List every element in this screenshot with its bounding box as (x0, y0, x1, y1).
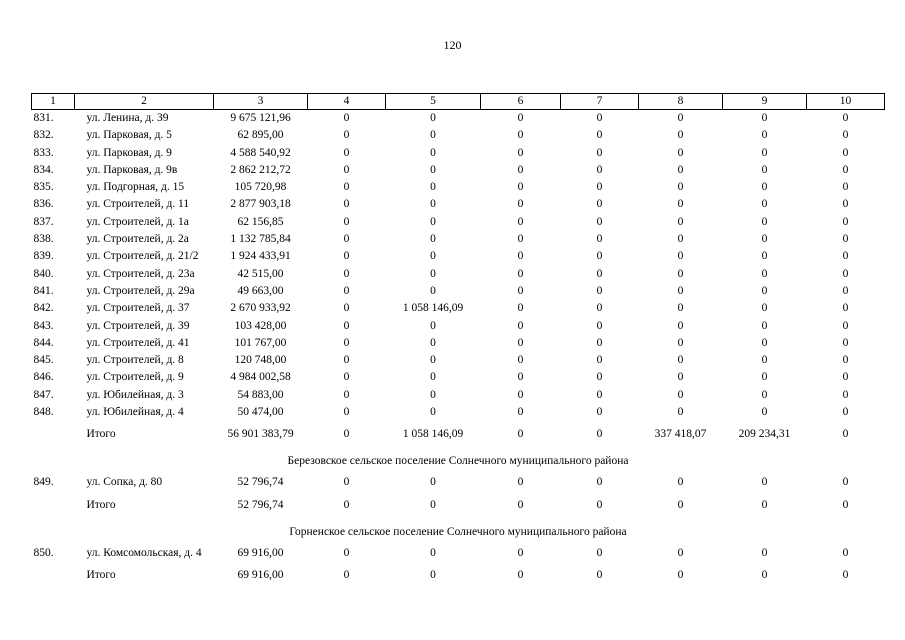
cell-col-5: 0 (430, 319, 436, 332)
table-row (32, 145, 885, 162)
cell-col-3: 2 877 903,18 (230, 198, 291, 211)
cell-col-7: 0 (596, 371, 603, 384)
cell-col-1 (32, 492, 75, 519)
cell-col-10: 0 (842, 129, 849, 142)
cell-col-1 (32, 421, 75, 448)
cell-col-10: 0 (842, 215, 849, 228)
cell-col-1: 849. (33, 476, 54, 489)
cell-col-1: 842. (33, 302, 54, 315)
cell-col-2: ул. Строителей, д. 9 (86, 371, 184, 384)
cell-col-3: 105 720,98 (234, 181, 287, 194)
cell-col-3: 9 675 121,96 (230, 112, 291, 124)
cell-col-6: 0 (517, 406, 524, 419)
cell-col-10: 0 (842, 250, 849, 263)
cell-col-9: 0 (761, 198, 768, 211)
cell-col-4: 0 (343, 336, 350, 349)
cell-col-8: 0 (677, 181, 684, 194)
cell-col-10: 0 (842, 302, 849, 315)
section-title: Березовское сельское поселение Солнечного муниципального района (287, 455, 629, 468)
cell-col-9: 0 (761, 250, 768, 263)
column-header-2: 2 (75, 94, 214, 110)
cell-col-5: 1 058 146,09 (402, 428, 464, 441)
column-header-3: 3 (214, 94, 308, 110)
cell-col-10: 0 (842, 198, 849, 211)
table-row (32, 231, 885, 248)
cell-col-5: 0 (430, 129, 436, 142)
cell-col-8: 0 (677, 354, 684, 367)
cell-col-10: 0 (842, 284, 849, 297)
cell-col-9: 0 (761, 498, 768, 511)
column-header-10: 10 (807, 94, 885, 110)
cell-col-8: 0 (677, 112, 684, 124)
table-row (32, 387, 885, 404)
cell-col-2: Итого (86, 428, 116, 441)
cell-col-4: 0 (343, 146, 350, 159)
cell-col-10: 0 (842, 267, 849, 280)
cell-col-3: 4 984 002,58 (230, 371, 291, 384)
cell-col-7: 0 (596, 428, 603, 441)
cell-col-2: ул. Строителей, д. 11 (86, 198, 190, 211)
cell-col-7: 0 (596, 267, 603, 280)
cell-col-9: 0 (761, 354, 768, 367)
section-header-row (32, 448, 885, 474)
cell-col-10: 0 (842, 233, 849, 246)
cell-col-8: 0 (677, 163, 684, 176)
table-row (32, 404, 885, 421)
cell-col-1: 841. (33, 284, 54, 297)
column-header-8: 8 (639, 94, 723, 110)
cell-col-1: 846. (33, 371, 54, 384)
cell-col-9: 0 (761, 568, 768, 581)
table-body (32, 110, 885, 589)
cell-col-2: ул. Комсомольская, д. 4 (86, 546, 202, 559)
column-header-5: 5 (386, 94, 481, 110)
cell-col-9: 0 (761, 388, 768, 401)
cell-col-3: 2 862 212,72 (230, 163, 291, 176)
cell-col-5: 0 (430, 181, 436, 194)
cell-col-2: ул. Парковая, д. 9 (86, 146, 172, 159)
cell-col-8: 0 (677, 546, 684, 559)
table-row (32, 335, 885, 352)
cell-col-4: 0 (343, 267, 350, 280)
table-row (32, 474, 885, 491)
cell-col-5: 0 (430, 476, 436, 489)
cell-col-3: 56 901 383,79 (227, 428, 294, 441)
cell-col-2: ул. Ленина, д. 39 (86, 112, 169, 124)
column-header-9: 9 (723, 94, 807, 110)
cell-col-6: 0 (517, 388, 524, 401)
cell-col-7: 0 (596, 546, 603, 559)
cell-col-9: 0 (761, 233, 768, 246)
table-row (32, 179, 885, 196)
cell-col-2: ул. Строителей, д. 2а (86, 233, 189, 246)
cell-col-9: 0 (761, 319, 768, 332)
cell-col-3: 69 916,00 (237, 568, 284, 581)
cell-col-3: 50 474,00 (237, 406, 284, 419)
cell-col-3: 69 916,00 (237, 546, 284, 559)
cell-col-1: 844. (33, 336, 54, 349)
cell-col-3: 101 767,00 (234, 336, 287, 349)
cell-col-9: 0 (761, 406, 768, 419)
cell-col-6: 0 (517, 568, 524, 581)
table-row (32, 369, 885, 386)
cell-col-9: 0 (761, 215, 768, 228)
cell-col-8: 0 (677, 498, 684, 511)
column-header-1: 1 (32, 94, 75, 110)
cell-col-5: 0 (430, 498, 436, 511)
cell-col-3: 52 796,74 (237, 498, 284, 511)
table-row (32, 248, 885, 265)
table-row (32, 196, 885, 213)
cell-col-3: 42 515,00 (237, 267, 284, 280)
cell-col-8: 0 (677, 302, 684, 315)
table-row (32, 110, 885, 128)
table-row (32, 283, 885, 300)
cell-col-3: 120 748,00 (234, 354, 287, 367)
cell-col-10: 0 (842, 568, 849, 581)
column-header-6: 6 (481, 94, 561, 110)
cell-col-5: 0 (430, 406, 436, 419)
cell-col-6: 0 (517, 302, 524, 315)
cell-col-9: 0 (761, 129, 768, 142)
cell-col-1: 836. (33, 198, 54, 211)
cell-col-2: ул. Строителей, д. 8 (86, 354, 184, 367)
cell-col-2: Итого (86, 498, 116, 511)
cell-col-6: 0 (517, 129, 524, 142)
table-row (32, 127, 885, 144)
cell-col-6: 0 (517, 215, 524, 228)
cell-col-5: 0 (430, 388, 436, 401)
cell-col-1: 850. (33, 546, 54, 559)
cell-col-7: 0 (596, 388, 603, 401)
table-row (32, 162, 885, 179)
cell-col-4: 0 (343, 406, 350, 419)
cell-col-2: ул. Строителей, д. 39 (86, 319, 190, 332)
cell-col-1 (32, 562, 75, 589)
cell-col-9: 0 (761, 371, 768, 384)
cell-col-7: 0 (596, 163, 603, 176)
cell-col-7: 0 (596, 181, 603, 194)
cell-col-10: 0 (842, 336, 849, 349)
cell-col-10: 0 (842, 546, 849, 559)
cell-col-10: 0 (842, 476, 849, 489)
cell-col-10: 0 (842, 406, 849, 419)
cell-col-7: 0 (596, 336, 603, 349)
cell-col-6: 0 (517, 181, 524, 194)
cell-col-4: 0 (343, 302, 350, 315)
cell-col-6: 0 (517, 112, 524, 124)
cell-col-10: 0 (842, 354, 849, 367)
cell-col-4: 0 (343, 476, 350, 489)
cell-col-8: 0 (677, 146, 684, 159)
cell-col-8: 0 (677, 406, 684, 419)
column-header-4: 4 (308, 94, 386, 110)
cell-col-4: 0 (343, 284, 350, 297)
cell-col-9: 209 234,31 (738, 428, 791, 441)
cell-col-2: ул. Подгорная, д. 15 (86, 181, 185, 194)
cell-col-1: 833. (33, 146, 54, 159)
cell-col-2: ул. Строителей, д. 29а (86, 284, 195, 297)
cell-col-2: ул. Юбилейная, д. 4 (86, 406, 184, 419)
table-row (32, 352, 885, 369)
cell-col-4: 0 (343, 250, 350, 263)
cell-col-8: 0 (677, 129, 684, 142)
cell-col-6: 0 (517, 198, 524, 211)
cell-col-5: 0 (430, 112, 436, 124)
table-row (32, 214, 885, 231)
cell-col-6: 0 (517, 428, 524, 441)
cell-col-5: 0 (430, 568, 436, 581)
cell-col-2: ул. Строителей, д. 41 (86, 336, 190, 349)
total-row (32, 421, 885, 448)
table-row (32, 266, 885, 283)
cell-col-8: 0 (677, 568, 684, 581)
cell-col-10: 0 (842, 388, 849, 401)
cell-col-8: 0 (677, 336, 684, 349)
cell-col-7: 0 (596, 406, 603, 419)
cell-col-3: 103 428,00 (234, 319, 287, 332)
cell-col-5: 1 058 146,09 (402, 302, 464, 315)
cell-col-2: ул. Парковая, д. 5 (86, 129, 172, 142)
cell-col-4: 0 (343, 568, 350, 581)
cell-col-8: 0 (677, 319, 684, 332)
cell-col-5: 0 (430, 215, 436, 228)
cell-col-9: 0 (761, 336, 768, 349)
cell-col-4: 0 (343, 319, 350, 332)
cell-col-6: 0 (517, 284, 524, 297)
cell-col-9: 0 (761, 267, 768, 280)
cell-col-7: 0 (596, 498, 603, 511)
cell-col-10: 0 (842, 181, 849, 194)
cell-col-1: 831. (33, 112, 54, 124)
cell-col-7: 0 (596, 284, 603, 297)
total-row (32, 562, 885, 589)
cell-col-7: 0 (596, 354, 603, 367)
cell-col-1: 848. (33, 406, 54, 419)
cell-col-7: 0 (596, 302, 603, 315)
data-table (31, 93, 885, 589)
cell-col-5: 0 (430, 198, 436, 211)
cell-col-6: 0 (517, 476, 524, 489)
cell-col-4: 0 (343, 498, 350, 511)
cell-col-7: 0 (596, 129, 603, 142)
cell-col-6: 0 (517, 267, 524, 280)
cell-col-8: 0 (677, 267, 684, 280)
column-header-7: 7 (561, 94, 639, 110)
cell-col-10: 0 (842, 163, 849, 176)
cell-col-5: 0 (430, 233, 436, 246)
cell-col-3: 52 796,74 (237, 476, 284, 489)
cell-col-1: 839. (33, 250, 54, 263)
cell-col-3: 1 924 433,91 (230, 250, 291, 263)
cell-col-3: 62 895,00 (237, 129, 284, 142)
cell-col-8: 0 (677, 476, 684, 489)
cell-col-10: 0 (842, 112, 849, 124)
total-row (32, 492, 885, 519)
cell-col-2: ул. Строителей, д. 37 (86, 302, 190, 315)
cell-col-10: 0 (842, 498, 849, 511)
cell-col-1: 832. (33, 129, 54, 142)
cell-col-1: 845. (33, 354, 54, 367)
cell-col-7: 0 (596, 112, 603, 124)
cell-col-10: 0 (842, 371, 849, 384)
cell-col-7: 0 (596, 568, 603, 581)
cell-col-10: 0 (842, 428, 849, 441)
cell-col-7: 0 (596, 476, 603, 489)
section-title: Горненское сельское поселение Солнечного муниципального района (289, 525, 627, 538)
cell-col-3: 62 156,85 (237, 215, 284, 228)
cell-col-8: 0 (677, 371, 684, 384)
cell-col-5: 0 (430, 336, 436, 349)
cell-col-7: 0 (596, 319, 603, 332)
cell-col-5: 0 (430, 267, 436, 280)
cell-col-6: 0 (517, 546, 524, 559)
cell-col-9: 0 (761, 112, 768, 124)
cell-col-10: 0 (842, 146, 849, 159)
cell-col-4: 0 (343, 112, 350, 124)
cell-col-1: 840. (33, 267, 54, 280)
table-row (32, 318, 885, 335)
cell-col-5: 0 (430, 354, 436, 367)
table-row (32, 545, 885, 562)
cell-col-2: Итого (86, 568, 116, 581)
cell-col-9: 0 (761, 476, 768, 489)
cell-col-8: 0 (677, 198, 684, 211)
cell-col-3: 54 883,00 (237, 388, 284, 401)
cell-col-8: 0 (677, 215, 684, 228)
cell-col-9: 0 (761, 181, 768, 194)
cell-col-1: 838. (33, 233, 54, 246)
cell-col-1: 843. (33, 319, 54, 332)
cell-col-1: 837. (33, 215, 54, 228)
cell-col-4: 0 (343, 371, 350, 384)
cell-col-9: 0 (761, 284, 768, 297)
cell-col-9: 0 (761, 146, 768, 159)
cell-col-3: 2 670 933,92 (230, 302, 291, 315)
cell-col-7: 0 (596, 215, 603, 228)
cell-col-3: 4 588 540,92 (230, 146, 291, 159)
cell-col-4: 0 (343, 233, 350, 246)
cell-col-5: 0 (430, 371, 436, 384)
cell-col-5: 0 (430, 250, 436, 263)
cell-col-6: 0 (517, 250, 524, 263)
cell-col-2: ул. Строителей, д. 21/2 (86, 250, 199, 263)
cell-col-7: 0 (596, 146, 603, 159)
table-row (32, 300, 885, 317)
cell-col-6: 0 (517, 233, 524, 246)
cell-col-6: 0 (517, 336, 524, 349)
cell-col-5: 0 (430, 163, 436, 176)
cell-col-6: 0 (517, 163, 524, 176)
cell-col-4: 0 (343, 181, 350, 194)
cell-col-3: 1 132 785,84 (230, 233, 291, 246)
cell-col-5: 0 (430, 284, 436, 297)
section-header-row (32, 519, 885, 545)
cell-col-7: 0 (596, 233, 603, 246)
cell-col-8: 0 (677, 388, 684, 401)
cell-col-4: 0 (343, 388, 350, 401)
header-row (32, 94, 885, 110)
cell-col-8: 337 418,07 (654, 428, 707, 441)
cell-col-5: 0 (430, 546, 436, 559)
cell-col-6: 0 (517, 371, 524, 384)
cell-col-9: 0 (761, 546, 768, 559)
cell-col-1: 834. (33, 163, 54, 176)
cell-col-4: 0 (343, 354, 350, 367)
cell-col-7: 0 (596, 198, 603, 211)
cell-col-8: 0 (677, 233, 684, 246)
cell-col-4: 0 (343, 129, 350, 142)
cell-col-5: 0 (430, 146, 436, 159)
cell-col-4: 0 (343, 428, 350, 441)
cell-col-3: 49 663,00 (237, 284, 284, 297)
cell-col-2: ул. Строителей, д. 1а (86, 215, 189, 228)
cell-col-2: ул. Сопка, д. 80 (86, 476, 163, 489)
cell-col-6: 0 (517, 354, 524, 367)
cell-col-8: 0 (677, 250, 684, 263)
cell-col-6: 0 (517, 498, 524, 511)
cell-col-2: ул. Юбилейная, д. 3 (86, 388, 184, 401)
page-number: 120 (443, 38, 462, 52)
cell-col-10: 0 (842, 319, 849, 332)
cell-col-9: 0 (761, 163, 768, 176)
cell-col-6: 0 (517, 319, 524, 332)
cell-col-4: 0 (343, 546, 350, 559)
cell-col-2: ул. Строителей, д. 23а (86, 267, 195, 280)
cell-col-4: 0 (343, 215, 350, 228)
cell-col-9: 0 (761, 302, 768, 315)
cell-col-1: 847. (33, 388, 54, 401)
cell-col-7: 0 (596, 250, 603, 263)
cell-col-1: 835. (33, 181, 54, 194)
cell-col-6: 0 (517, 146, 524, 159)
cell-col-4: 0 (343, 163, 350, 176)
cell-col-4: 0 (343, 198, 350, 211)
cell-col-8: 0 (677, 284, 684, 297)
cell-col-2: ул. Парковая, д. 9в (86, 163, 178, 176)
